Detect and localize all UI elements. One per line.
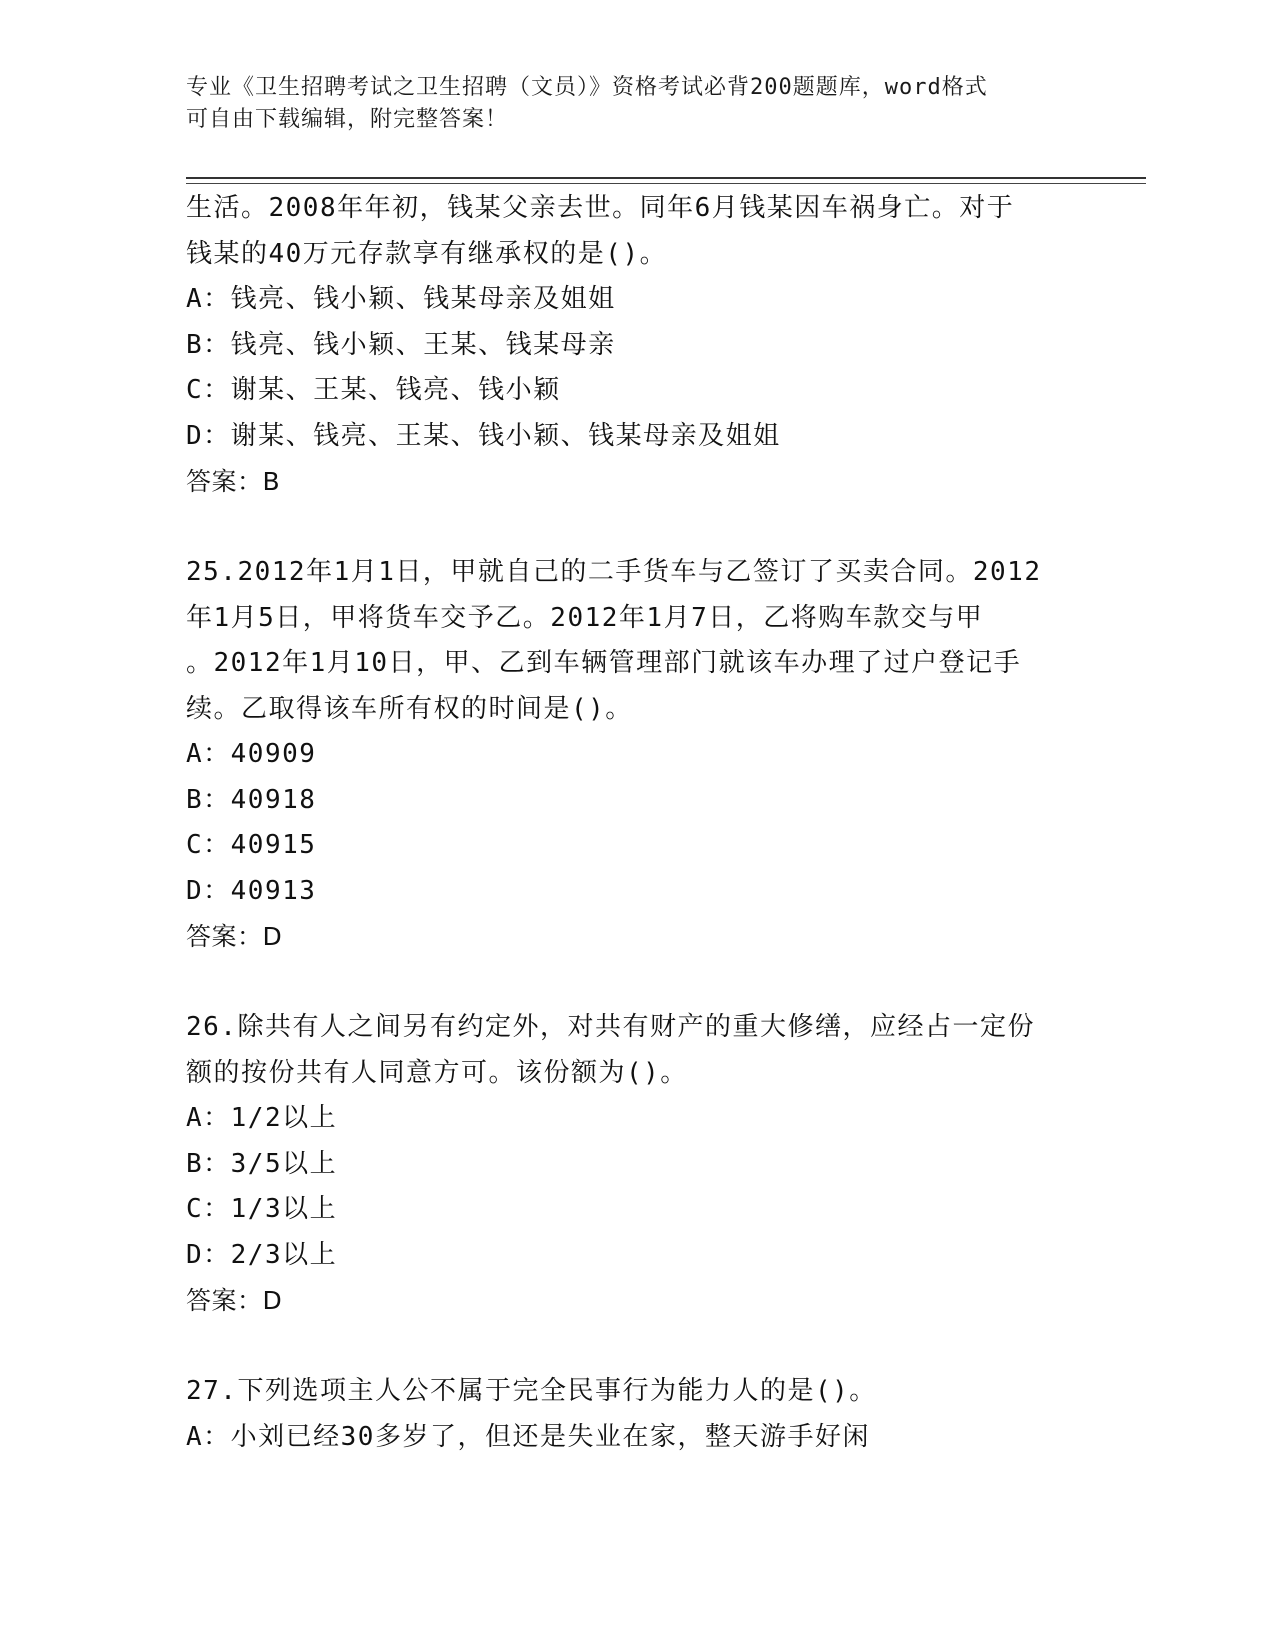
- question-text: 。2012年1月10日，甲、乙到车辆管理部门就该车办理了过户登记手: [186, 648, 1022, 678]
- option-d: D：40913: [186, 875, 317, 906]
- document-header: [186, 72, 1076, 136]
- option-d: D：2/3以上: [186, 1239, 338, 1270]
- option-c: C：40915: [186, 830, 317, 860]
- question-25: [186, 550, 1076, 960]
- header-line-1: 专业《卫生招聘考试之卫生招聘（文员）》资格考试必背200题题库，word格式: [186, 75, 988, 100]
- answer-line: 答案：B: [186, 467, 281, 496]
- option-a: A：小刘已经30多岁了，但还是失业在家，整天游手好闲: [186, 1421, 870, 1452]
- question-list: [186, 186, 1076, 1460]
- header-divider-thick: [186, 177, 1146, 179]
- option-a: A：1/2以上: [186, 1103, 338, 1133]
- spacer: [186, 505, 1076, 551]
- option-a: A：钱亮、钱小颖、钱某母亲及姐姐: [186, 284, 616, 314]
- answer-line: 答案：D: [186, 922, 283, 951]
- header-divider-thin: [186, 183, 1146, 184]
- question-26: [186, 1005, 1076, 1324]
- header-line-2: 可自由下载编辑，附完整答案！: [186, 107, 509, 132]
- option-d: D：谢某、钱亮、王某、钱小颖、钱某母亲及姐姐: [186, 420, 781, 451]
- question-text: 钱某的40万元存款享有继承权的是()。: [186, 238, 668, 269]
- option-b: B：钱亮、钱小颖、王某、钱某母亲: [186, 329, 616, 360]
- option-b: B：40918: [186, 784, 317, 815]
- question-text: 25.2012年1月1日，甲就自己的二手货车与乙签订了买卖合同。2012: [186, 557, 1042, 587]
- question-text: 额的按份共有人同意方可。该份额为()。: [186, 1057, 688, 1088]
- option-a: A：40909: [186, 739, 317, 769]
- question-text: 年1月5日，甲将货车交予乙。2012年1月7日，乙将购车款交与甲: [186, 602, 984, 633]
- question-text: 续。乙取得该车所有权的时间是()。: [186, 693, 633, 724]
- question-24: [186, 186, 1076, 505]
- question-text: 27.下列选项主人公不属于完全民事行为能力人的是()。: [186, 1376, 877, 1406]
- question-text: 26.除共有人之间另有约定外，对共有财产的重大修缮，应经占一定份: [186, 1012, 1035, 1042]
- question-27: [186, 1369, 1076, 1460]
- answer-line: 答案：D: [186, 1286, 283, 1315]
- spacer: [186, 960, 1076, 1006]
- spacer: [186, 1324, 1076, 1370]
- option-b: B：3/5以上: [186, 1148, 338, 1179]
- question-text: 生活。2008年年初，钱某父亲去世。同年6月钱某因车祸身亡。对于: [186, 193, 1015, 223]
- option-c: C：1/3以上: [186, 1194, 338, 1224]
- option-c: C：谢某、王某、钱亮、钱小颖: [186, 375, 561, 405]
